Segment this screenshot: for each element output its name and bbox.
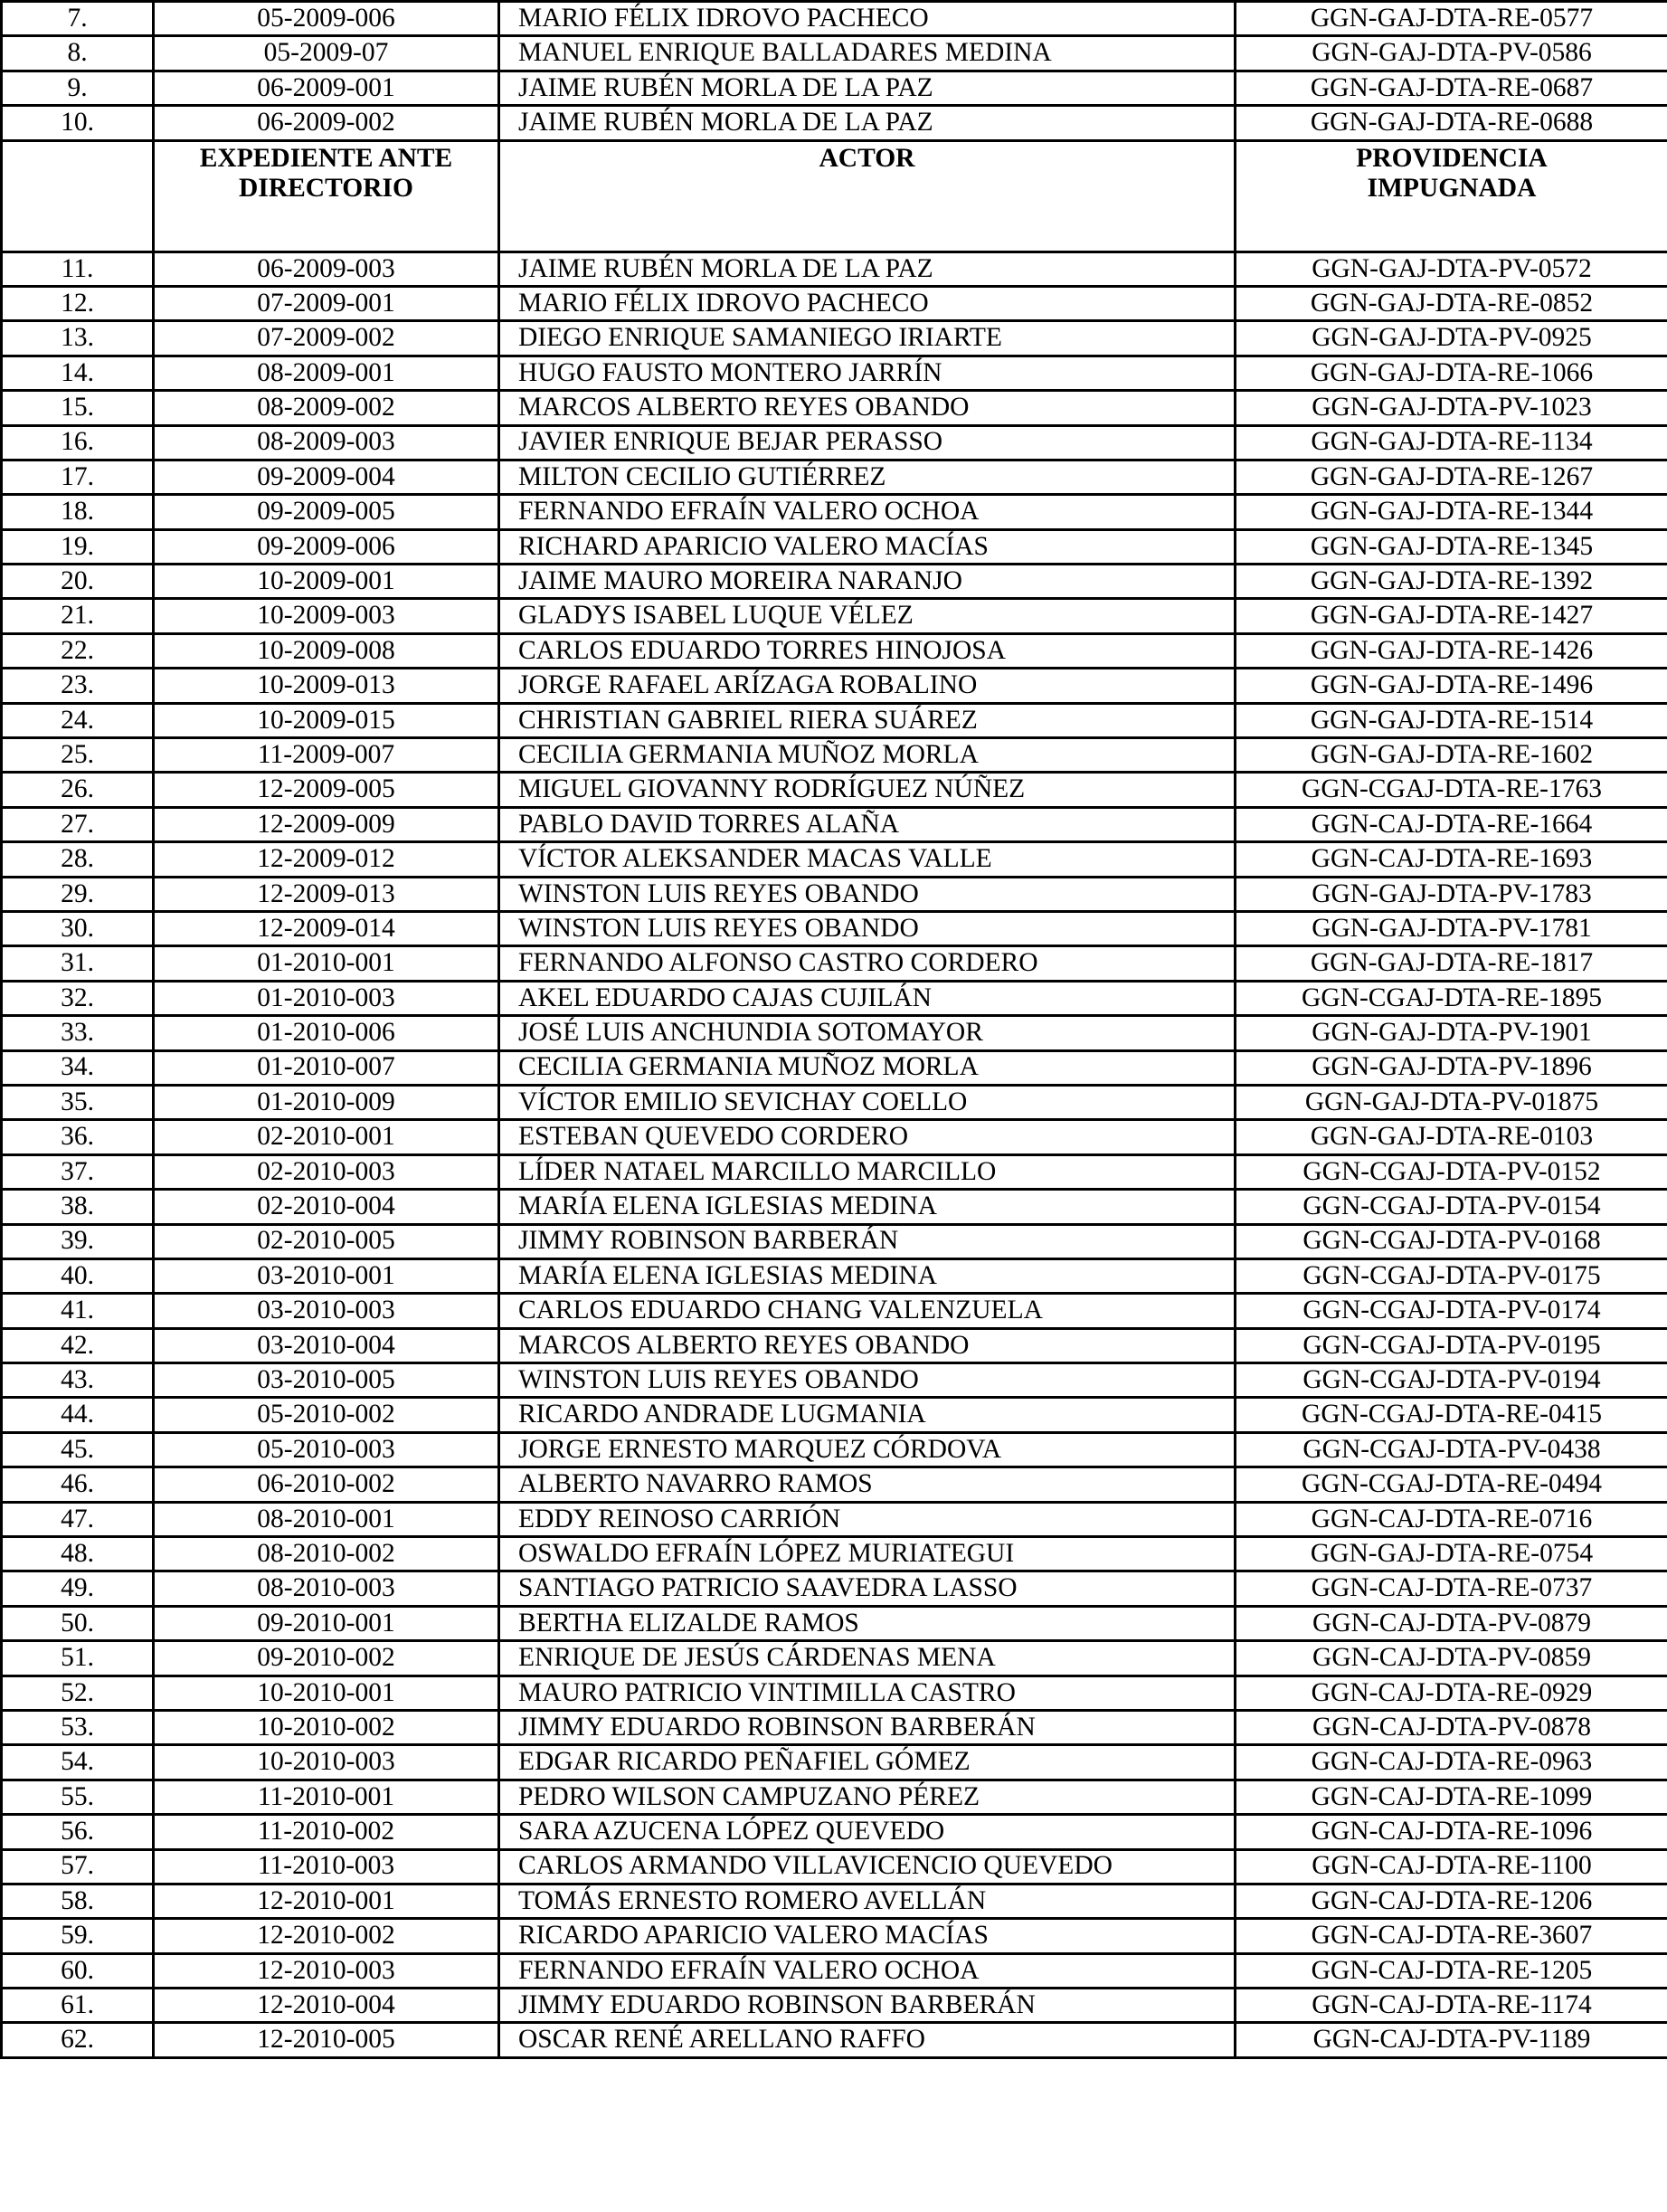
table-row [2, 981, 1667, 1015]
table-row [2, 1154, 1667, 1189]
row-number: 42. [2, 1328, 154, 1362]
table-row [2, 1190, 1667, 1224]
table-row [2, 1120, 1667, 1154]
row-actor: BERTHA ELIZALDE RAMOS [499, 1606, 1236, 1640]
row-expediente: 01-2010-003 [154, 981, 499, 1015]
row-expediente: 08-2010-003 [154, 1571, 499, 1606]
row-actor: GLADYS ISABEL LUQUE VÉLEZ [499, 599, 1236, 633]
row-actor: MAURO PATRICIO VINTIMILLA CASTRO [499, 1676, 1236, 1710]
row-expediente: 10-2009-015 [154, 703, 499, 737]
row-providencia: GGN-GAJ-DTA-RE-0577 [1236, 2, 1667, 36]
row-actor: RICARDO APARICIO VALERO MACÍAS [499, 1919, 1236, 1953]
row-expediente: 03-2010-001 [154, 1258, 499, 1293]
row-providencia: GGN-GAJ-DTA-PV-1783 [1236, 877, 1667, 911]
row-number: 59. [2, 1919, 154, 1953]
row-providencia: GGN-CAJ-DTA-RE-1174 [1236, 1989, 1667, 2023]
row-number: 61. [2, 1989, 154, 2023]
table-row [2, 599, 1667, 633]
row-providencia: GGN-GAJ-DTA-RE-0688 [1236, 106, 1667, 140]
row-actor: MANUEL ENRIQUE BALLADARES MEDINA [499, 36, 1236, 71]
row-expediente: 03-2010-004 [154, 1328, 499, 1362]
row-number: 54. [2, 1745, 154, 1780]
row-actor: MARIO FÉLIX IDROVO PACHECO [499, 286, 1236, 320]
row-number: 14. [2, 356, 154, 390]
row-number: 46. [2, 1467, 154, 1502]
table-row [2, 321, 1667, 356]
row-expediente: 12-2009-013 [154, 877, 499, 911]
row-expediente: 08-2009-003 [154, 425, 499, 460]
row-number: 13. [2, 321, 154, 356]
row-number: 40. [2, 1258, 154, 1293]
row-actor: FERNANDO EFRAÍN VALERO OCHOA [499, 1953, 1236, 1988]
row-expediente: 12-2010-004 [154, 1989, 499, 2023]
table-row [2, 1745, 1667, 1780]
table-row [2, 1815, 1667, 1849]
table-row [2, 946, 1667, 981]
table-row [2, 1953, 1667, 1988]
row-expediente: 12-2010-001 [154, 1884, 499, 1918]
row-expediente: 10-2010-001 [154, 1676, 499, 1710]
row-expediente: 05-2010-002 [154, 1398, 499, 1432]
row-actor: JORGE ERNESTO MARQUEZ CÓRDOVA [499, 1432, 1236, 1467]
table-row [2, 425, 1667, 460]
row-actor: EDDY REINOSO CARRIÓN [499, 1502, 1236, 1536]
row-providencia: GGN-GAJ-DTA-RE-1602 [1236, 738, 1667, 773]
row-expediente: 08-2010-001 [154, 1502, 499, 1536]
row-providencia: GGN-CAJ-DTA-RE-1099 [1236, 1780, 1667, 1814]
row-actor: FERNANDO ALFONSO CASTRO CORDERO [499, 946, 1236, 981]
row-expediente: 02-2010-003 [154, 1154, 499, 1189]
row-actor: PABLO DAVID TORRES ALAÑA [499, 807, 1236, 841]
table-row [2, 356, 1667, 390]
row-actor: RICARDO ANDRADE LUGMANIA [499, 1398, 1236, 1432]
row-providencia: GGN-GAJ-DTA-PV-1901 [1236, 1016, 1667, 1050]
row-actor: JIMMY EDUARDO ROBINSON BARBERÁN [499, 1710, 1236, 1744]
row-expediente: 09-2010-001 [154, 1606, 499, 1640]
row-number: 58. [2, 1884, 154, 1918]
row-providencia: GGN-CAJ-DTA-RE-1205 [1236, 1953, 1667, 1988]
row-expediente: 07-2009-002 [154, 321, 499, 356]
row-providencia: GGN-GAJ-DTA-RE-1427 [1236, 599, 1667, 633]
row-expediente: 10-2009-003 [154, 599, 499, 633]
row-providencia: GGN-GAJ-DTA-RE-1345 [1236, 529, 1667, 564]
table-row [2, 911, 1667, 945]
row-actor: CECILIA GERMANIA MUÑOZ MORLA [499, 738, 1236, 773]
table-row [2, 1050, 1667, 1085]
row-providencia: GGN-GAJ-DTA-PV-01875 [1236, 1085, 1667, 1119]
row-providencia: GGN-CAJ-DTA-RE-1664 [1236, 807, 1667, 841]
row-expediente: 02-2010-004 [154, 1190, 499, 1224]
row-expediente: 11-2010-002 [154, 1815, 499, 1849]
row-number: 34. [2, 1050, 154, 1085]
row-actor: MARÍA ELENA IGLESIAS MEDINA [499, 1190, 1236, 1224]
row-number: 18. [2, 495, 154, 529]
table-header [2, 140, 1667, 252]
row-providencia: GGN-GAJ-DTA-PV-0572 [1236, 252, 1667, 286]
table-row [2, 1571, 1667, 1606]
row-providencia: GGN-GAJ-DTA-PV-1023 [1236, 391, 1667, 425]
row-actor: MIGUEL GIOVANNY RODRÍGUEZ NÚÑEZ [499, 773, 1236, 807]
table-row [2, 1363, 1667, 1398]
row-actor: CARLOS ARMANDO VILLAVICENCIO QUEVEDO [499, 1849, 1236, 1884]
row-expediente: 09-2009-006 [154, 529, 499, 564]
row-providencia: GGN-CAJ-DTA-PV-0859 [1236, 1641, 1667, 1676]
row-expediente: 12-2010-005 [154, 2023, 499, 2057]
row-expediente: 08-2010-002 [154, 1537, 499, 1571]
header-providencia [1236, 140, 1667, 252]
row-providencia: GGN-GAJ-DTA-RE-1134 [1236, 425, 1667, 460]
row-providencia: GGN-CAJ-DTA-RE-0716 [1236, 1502, 1667, 1536]
table-row [2, 1294, 1667, 1328]
row-actor: JAIME RUBÉN MORLA DE LA PAZ [499, 71, 1236, 105]
row-providencia: GGN-GAJ-DTA-RE-0852 [1236, 286, 1667, 320]
row-actor: WINSTON LUIS REYES OBANDO [499, 1363, 1236, 1398]
table-row [2, 1641, 1667, 1676]
row-number: 15. [2, 391, 154, 425]
row-actor: SARA AZUCENA LÓPEZ QUEVEDO [499, 1815, 1236, 1849]
row-expediente: 09-2009-005 [154, 495, 499, 529]
table-body-main [2, 252, 1667, 2057]
row-providencia: GGN-CGAJ-DTA-RE-0415 [1236, 1398, 1667, 1432]
row-providencia: GGN-GAJ-DTA-RE-1426 [1236, 633, 1667, 668]
row-providencia: GGN-CGAJ-DTA-RE-1895 [1236, 981, 1667, 1015]
row-providencia: GGN-CGAJ-DTA-PV-0438 [1236, 1432, 1667, 1467]
row-actor: JAVIER ENRIQUE BEJAR PERASSO [499, 425, 1236, 460]
table-row [2, 1085, 1667, 1119]
row-actor: MARIO FÉLIX IDROVO PACHECO [499, 2, 1236, 36]
row-number: 16. [2, 425, 154, 460]
row-providencia: GGN-CGAJ-DTA-PV-0152 [1236, 1154, 1667, 1189]
table-row [2, 1849, 1667, 1884]
table-row [2, 877, 1667, 911]
row-expediente: 07-2009-001 [154, 286, 499, 320]
row-actor: JOSÉ LUIS ANCHUNDIA SOTOMAYOR [499, 1016, 1236, 1050]
row-expediente: 10-2009-001 [154, 565, 499, 599]
row-actor: WINSTON LUIS REYES OBANDO [499, 877, 1236, 911]
row-number: 38. [2, 1190, 154, 1224]
row-expediente: 12-2009-009 [154, 807, 499, 841]
row-providencia: GGN-GAJ-DTA-RE-1514 [1236, 703, 1667, 737]
row-providencia: GGN-CAJ-DTA-PV-1189 [1236, 2023, 1667, 2057]
row-actor: VÍCTOR ALEKSANDER MACAS VALLE [499, 842, 1236, 877]
row-expediente: 01-2010-006 [154, 1016, 499, 1050]
row-expediente: 08-2009-001 [154, 356, 499, 390]
row-actor: MARÍA ELENA IGLESIAS MEDINA [499, 1258, 1236, 1293]
row-expediente: 11-2010-001 [154, 1780, 499, 1814]
row-providencia: GGN-CAJ-DTA-RE-1693 [1236, 842, 1667, 877]
table-row [2, 1780, 1667, 1814]
row-expediente: 01-2010-001 [154, 946, 499, 981]
table-row [2, 1224, 1667, 1258]
row-number: 47. [2, 1502, 154, 1536]
row-expediente: 10-2009-008 [154, 633, 499, 668]
row-providencia: GGN-GAJ-DTA-RE-1496 [1236, 669, 1667, 703]
header-row [2, 140, 1667, 252]
row-providencia: GGN-GAJ-DTA-RE-0687 [1236, 71, 1667, 105]
row-providencia: GGN-CGAJ-DTA-PV-0195 [1236, 1328, 1667, 1362]
row-number: 35. [2, 1085, 154, 1119]
header-expediente-line2: DIRECTORIO [239, 173, 413, 203]
row-number: 51. [2, 1641, 154, 1676]
table-row [2, 669, 1667, 703]
header-number [2, 140, 154, 252]
row-actor: JORGE RAFAEL ARÍZAGA ROBALINO [499, 669, 1236, 703]
row-expediente: 05-2010-003 [154, 1432, 499, 1467]
row-providencia: GGN-GAJ-DTA-RE-1344 [1236, 495, 1667, 529]
table-row [2, 1884, 1667, 1918]
row-actor: JAIME RUBÉN MORLA DE LA PAZ [499, 252, 1236, 286]
row-expediente: 10-2010-003 [154, 1745, 499, 1780]
row-actor: SANTIAGO PATRICIO SAAVEDRA LASSO [499, 1571, 1236, 1606]
table-row [2, 773, 1667, 807]
table-row [2, 1398, 1667, 1432]
table-row [2, 1919, 1667, 1953]
row-actor: PEDRO WILSON CAMPUZANO PÉREZ [499, 1780, 1236, 1814]
table-row [2, 842, 1667, 877]
row-expediente: 12-2009-005 [154, 773, 499, 807]
row-providencia: GGN-CAJ-DTA-RE-0963 [1236, 1745, 1667, 1780]
row-actor: JIMMY ROBINSON BARBERÁN [499, 1224, 1236, 1258]
row-providencia: GGN-CGAJ-DTA-PV-0154 [1236, 1190, 1667, 1224]
row-actor: OSCAR RENÉ ARELLANO RAFFO [499, 2023, 1236, 2057]
row-providencia: GGN-CGAJ-DTA-PV-0174 [1236, 1294, 1667, 1328]
row-expediente: 06-2009-001 [154, 71, 499, 105]
table-row [2, 495, 1667, 529]
row-providencia: GGN-GAJ-DTA-PV-1896 [1236, 1050, 1667, 1085]
row-actor: CARLOS EDUARDO CHANG VALENZUELA [499, 1294, 1236, 1328]
row-number: 30. [2, 911, 154, 945]
table-row [2, 703, 1667, 737]
row-actor: JIMMY EDUARDO ROBINSON BARBERÁN [499, 1989, 1236, 2023]
row-actor: CARLOS EDUARDO TORRES HINOJOSA [499, 633, 1236, 668]
row-expediente: 06-2009-002 [154, 106, 499, 140]
row-expediente: 12-2010-003 [154, 1953, 499, 1988]
row-actor: VÍCTOR EMILIO SEVICHAY COELLO [499, 1085, 1236, 1119]
row-number: 8. [2, 36, 154, 71]
row-actor: DIEGO ENRIQUE SAMANIEGO IRIARTE [499, 321, 1236, 356]
row-number: 9. [2, 71, 154, 105]
row-actor: EDGAR RICARDO PEÑAFIEL GÓMEZ [499, 1745, 1236, 1780]
row-number: 60. [2, 1953, 154, 1988]
table-row [2, 1258, 1667, 1293]
table-row [2, 1502, 1667, 1536]
row-actor: MARCOS ALBERTO REYES OBANDO [499, 391, 1236, 425]
table-row [2, 1432, 1667, 1467]
table-row [2, 1467, 1667, 1502]
row-actor: MILTON CECILIO GUTIÉRREZ [499, 460, 1236, 494]
row-number: 10. [2, 106, 154, 140]
row-providencia: GGN-GAJ-DTA-RE-1066 [1236, 356, 1667, 390]
row-number: 36. [2, 1120, 154, 1154]
row-number: 45. [2, 1432, 154, 1467]
row-number: 20. [2, 565, 154, 599]
row-providencia: GGN-CAJ-DTA-RE-1096 [1236, 1815, 1667, 1849]
row-providencia: GGN-CGAJ-DTA-PV-0175 [1236, 1258, 1667, 1293]
row-providencia: GGN-GAJ-DTA-RE-1267 [1236, 460, 1667, 494]
table-row [2, 1606, 1667, 1640]
row-expediente: 01-2010-007 [154, 1050, 499, 1085]
row-number: 32. [2, 981, 154, 1015]
table-row [2, 252, 1667, 286]
row-actor: FERNANDO EFRAÍN VALERO OCHOA [499, 495, 1236, 529]
row-expediente: 09-2009-004 [154, 460, 499, 494]
row-expediente: 05-2009-006 [154, 2, 499, 36]
row-number: 21. [2, 599, 154, 633]
table-row [2, 738, 1667, 773]
row-expediente: 12-2009-012 [154, 842, 499, 877]
row-providencia: GGN-GAJ-DTA-PV-0925 [1236, 321, 1667, 356]
row-providencia: GGN-CGAJ-DTA-RE-1763 [1236, 773, 1667, 807]
row-number: 23. [2, 669, 154, 703]
row-actor: TOMÁS ERNESTO ROMERO AVELLÁN [499, 1884, 1236, 1918]
row-providencia: GGN-CGAJ-DTA-PV-0194 [1236, 1363, 1667, 1398]
row-number: 49. [2, 1571, 154, 1606]
row-actor: ENRIQUE DE JESÚS CÁRDENAS MENA [499, 1641, 1236, 1676]
header-providencia-line1: PROVIDENCIA [1356, 143, 1548, 173]
table-row [2, 1676, 1667, 1710]
row-expediente: 06-2009-003 [154, 252, 499, 286]
row-number: 22. [2, 633, 154, 668]
row-number: 27. [2, 807, 154, 841]
row-providencia: GGN-CAJ-DTA-PV-0879 [1236, 1606, 1667, 1640]
row-expediente: 06-2010-002 [154, 1467, 499, 1502]
row-providencia: GGN-GAJ-DTA-PV-1781 [1236, 911, 1667, 945]
row-number: 55. [2, 1780, 154, 1814]
row-number: 33. [2, 1016, 154, 1050]
row-providencia: GGN-CGAJ-DTA-PV-0168 [1236, 1224, 1667, 1258]
table-row [2, 529, 1667, 564]
row-expediente: 02-2010-005 [154, 1224, 499, 1258]
row-number: 44. [2, 1398, 154, 1432]
row-providencia: GGN-GAJ-DTA-PV-0586 [1236, 36, 1667, 71]
row-actor: ALBERTO NAVARRO RAMOS [499, 1467, 1236, 1502]
row-actor: MARCOS ALBERTO REYES OBANDO [499, 1328, 1236, 1362]
row-expediente: 12-2010-002 [154, 1919, 499, 1953]
row-number: 56. [2, 1815, 154, 1849]
row-expediente: 05-2009-07 [154, 36, 499, 71]
row-providencia: GGN-CAJ-DTA-PV-0878 [1236, 1710, 1667, 1744]
row-providencia: GGN-CAJ-DTA-RE-1100 [1236, 1849, 1667, 1884]
row-actor: CHRISTIAN GABRIEL RIERA SUÁREZ [499, 703, 1236, 737]
table-row [2, 1989, 1667, 2023]
table-row [2, 391, 1667, 425]
row-number: 53. [2, 1710, 154, 1744]
row-number: 28. [2, 842, 154, 877]
row-number: 48. [2, 1537, 154, 1571]
row-expediente: 10-2009-013 [154, 669, 499, 703]
table-row [2, 71, 1667, 105]
row-number: 31. [2, 946, 154, 981]
row-expediente: 08-2009-002 [154, 391, 499, 425]
row-expediente: 09-2010-002 [154, 1641, 499, 1676]
row-number: 43. [2, 1363, 154, 1398]
row-providencia: GGN-CAJ-DTA-RE-0929 [1236, 1676, 1667, 1710]
row-expediente: 01-2010-009 [154, 1085, 499, 1119]
row-expediente: 11-2010-003 [154, 1849, 499, 1884]
table-row [2, 807, 1667, 841]
row-number: 17. [2, 460, 154, 494]
row-actor: WINSTON LUIS REYES OBANDO [499, 911, 1236, 945]
row-number: 7. [2, 2, 154, 36]
row-expediente: 10-2010-002 [154, 1710, 499, 1744]
row-providencia: GGN-GAJ-DTA-RE-1817 [1236, 946, 1667, 981]
header-expediente-line1: EXPEDIENTE ANTE [199, 143, 453, 173]
header-providencia-line2: IMPUGNADA [1367, 173, 1537, 203]
row-actor: JAIME RUBÉN MORLA DE LA PAZ [499, 106, 1236, 140]
table-row [2, 2023, 1667, 2057]
row-actor: HUGO FAUSTO MONTERO JARRÍN [499, 356, 1236, 390]
table-row [2, 1328, 1667, 1362]
table-row [2, 36, 1667, 71]
table-row [2, 286, 1667, 320]
row-actor: RICHARD APARICIO VALERO MACÍAS [499, 529, 1236, 564]
table-row [2, 1537, 1667, 1571]
row-number: 57. [2, 1849, 154, 1884]
row-number: 29. [2, 877, 154, 911]
row-providencia: GGN-CAJ-DTA-RE-0737 [1236, 1571, 1667, 1606]
row-number: 24. [2, 703, 154, 737]
row-number: 19. [2, 529, 154, 564]
row-actor: JAIME MAURO MOREIRA NARANJO [499, 565, 1236, 599]
table-row [2, 633, 1667, 668]
row-number: 12. [2, 286, 154, 320]
table-row [2, 1016, 1667, 1050]
table-row [2, 1710, 1667, 1744]
row-actor: ESTEBAN QUEVEDO CORDERO [499, 1120, 1236, 1154]
row-expediente: 12-2009-014 [154, 911, 499, 945]
row-actor: OSWALDO EFRAÍN LÓPEZ MURIATEGUI [499, 1537, 1236, 1571]
row-number: 25. [2, 738, 154, 773]
row-providencia: GGN-CAJ-DTA-RE-1206 [1236, 1884, 1667, 1918]
table-row [2, 106, 1667, 140]
row-expediente: 02-2010-001 [154, 1120, 499, 1154]
header-expediente [154, 140, 499, 252]
row-providencia: GGN-GAJ-DTA-RE-0103 [1236, 1120, 1667, 1154]
row-number: 41. [2, 1294, 154, 1328]
row-number: 50. [2, 1606, 154, 1640]
row-number: 26. [2, 773, 154, 807]
row-expediente: 11-2009-007 [154, 738, 499, 773]
table-body-top [2, 2, 1667, 141]
table-row [2, 2, 1667, 36]
table-row [2, 565, 1667, 599]
row-providencia: GGN-GAJ-DTA-RE-1392 [1236, 565, 1667, 599]
row-actor: CECILIA GERMANIA MUÑOZ MORLA [499, 1050, 1236, 1085]
row-providencia: GGN-CGAJ-DTA-RE-0494 [1236, 1467, 1667, 1502]
row-providencia: GGN-GAJ-DTA-RE-0754 [1236, 1537, 1667, 1571]
row-expediente: 03-2010-005 [154, 1363, 499, 1398]
row-number: 52. [2, 1676, 154, 1710]
table-row [2, 460, 1667, 494]
header-actor: ACTOR [499, 140, 1236, 252]
row-number: 62. [2, 2023, 154, 2057]
row-expediente: 03-2010-003 [154, 1294, 499, 1328]
row-number: 39. [2, 1224, 154, 1258]
row-number: 37. [2, 1154, 154, 1189]
row-actor: AKEL EDUARDO CAJAS CUJILÁN [499, 981, 1236, 1015]
row-actor: LÍDER NATAEL MARCILLO MARCILLO [499, 1154, 1236, 1189]
row-number: 11. [2, 252, 154, 286]
row-providencia: GGN-CAJ-DTA-RE-3607 [1236, 1919, 1667, 1953]
